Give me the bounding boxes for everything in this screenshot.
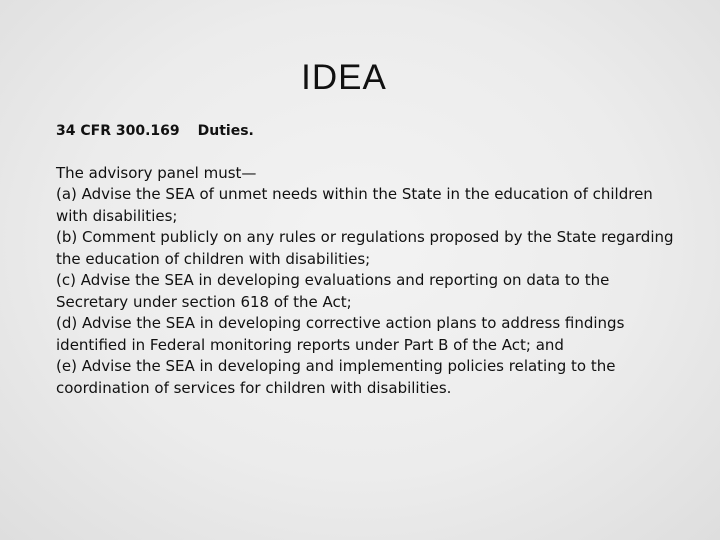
duty-item-a: (a) Advise the SEA of unmet needs within the State in the education of children with disabilities; bbox=[56, 185, 653, 225]
slide-body bbox=[56, 121, 676, 399]
citation-section: 34 CFR 300.169 bbox=[56, 123, 180, 139]
duty-item-e: (e) Advise the SEA in developing and implementing policies relating to the coordination of services for children with disabilities. bbox=[56, 357, 616, 397]
duty-item-d: (d) Advise the SEA in developing corrective action plans to address findings identified in Federal monitoring reports under Part B of the Act; and bbox=[56, 314, 625, 354]
duty-item-b: (b) Comment publicly on any rules or regulations proposed by the State regarding the education of children with disabilities; bbox=[56, 228, 674, 268]
citation-heading: Duties. bbox=[197, 123, 254, 139]
intro-text: The advisory panel must— bbox=[56, 163, 257, 182]
duty-item-c: (c) Advise the SEA in developing evaluations and reporting on data to the Secretary under section 618 of the Act; bbox=[56, 271, 610, 311]
slide-title: IDEA bbox=[301, 58, 387, 97]
regulation-citation bbox=[56, 121, 676, 143]
